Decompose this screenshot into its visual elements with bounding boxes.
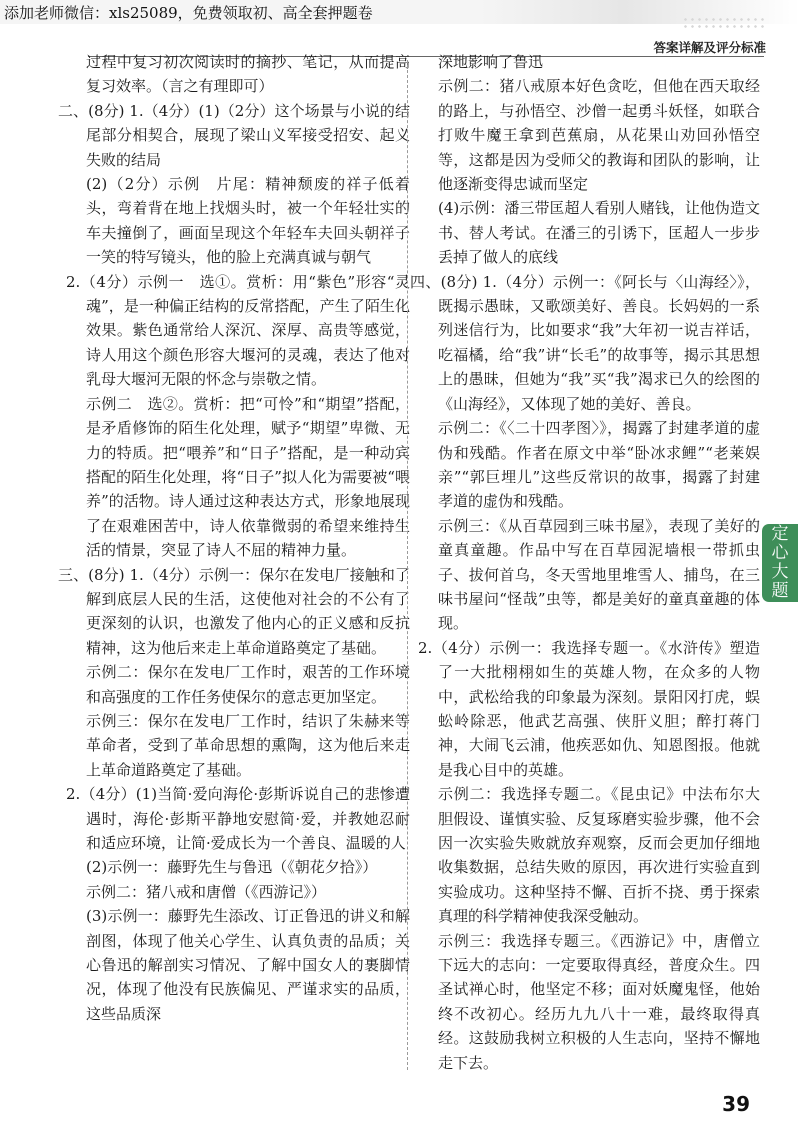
answer-paragraph: (2)示例一：藤野先生与鲁迅（《朝花夕拾》） [86, 858, 378, 877]
answer-paragraph: 示例二：保尔在发电厂工作时，艰苦的工作环境和高强度的工作任务使保尔的意志更加坚定。 [86, 663, 410, 706]
answer-paragraph: 三、(8分) 1.（4分）示例一：保尔在发电厂接触和了解到底层人民的生活，这使他对社会的不公有了更深刻的认识，也激发了他内心的正义感和反抗精神，这为他后来走上革命道路奠定了基础。 [58, 565, 410, 657]
header-title: 答案详解及评分标准 [653, 40, 766, 55]
answer-paragraph: 示例二：猪八戒和唐僧（《西游记》） [86, 882, 327, 901]
answer-paragraph: 过程中复习初次阅读时的摘抄、笔记，从而提高复习效率。（言之有理即可） [86, 53, 410, 96]
answer-paragraph: (4)示例：潘三带匡超人看别人赌钱，让他伪造文书、替人考试。在潘三的引诱下，匡超人一步步丢掉了做人的底线 [438, 199, 760, 267]
answer-paragraph: (2)（2分）示例 片尾：精神颓废的祥子低着头，弯着背在地上找烟头时，被一个年轻壮实的车夫撞倒了，画面呈现这个年轻车夫回头朝祥子一笑的特写镜头，他的脸上充满真诚与朝气 [86, 175, 410, 267]
answer-paragraph: 示例二：我选择专题二。《昆虫记》中法布尔大胆假设、谨慎实验、反复琢磨实验步骤，他不会因一次实验失败就放弃观察，反而会更加仔细地收集数据，总结失败的原因，再次进行实验直到实验成功。这种坚持不懈、百折不挠、勇于探索真理的科学精神使我深受触动。 [438, 785, 760, 926]
answer-paragraph: 示例二 选②。赏析：把“可怜”和“期望”搭配，是矛盾修饰的陌生化处理，赋予“期望”卑微、无力的特质。把“喂养”和“日子”搭配，是一种动宾搭配的陌生化处理，将“日子”拟人化为需要被“喂养”的活物。诗人通过这种表达方式，形象地展现了在艰难困苦中，诗人依靠微弱的希望来维持生活的情景，突显了诗人不屈的精神力量。 [86, 394, 410, 560]
answer-paragraph: (3)示例一：藤野先生添改、订正鲁迅的讲义和解剖图，体现了他关心学生、认真负责的品质；关心鲁迅的解剖实习情况、了解中国女人的裹脚情况，体现了他没有民族偏见、严谨求实的品质，这些品质深 [86, 907, 410, 1023]
side-tab-label: 定心大题 [771, 524, 789, 601]
page-number: 39 [722, 1092, 750, 1116]
answer-paragraph: 示例三：《从百草园到三味书屋》，表现了美好的童真童趣。作品中写在百草园泥墙根一带抓虫子、拔何首乌，冬天雪地里堆雪人、捕鸟，在三味书屋问“怪哉”虫等，都是美好的童真童趣的体现。 [438, 516, 760, 633]
answer-paragraph: 二、(8分) 1.（4分）(1)（2分）这个场景与小说的结尾部分相契合，展现了梁山义军接受招安、起义失败的结局 [58, 101, 410, 169]
watermark-text: 添加老师微信：xls25089，免费领取初、高全套押题卷 [4, 4, 373, 22]
header-dot-pattern [682, 16, 764, 32]
answer-paragraph: 2.（4分）示例一：我选择专题一。《水浒传》塑造了一大批栩栩如生的英雄人物，在众多的人物中，武松给我的印象最为深刻。景阳冈打虎，蜈蚣岭除恶，他武艺高强、侠肝义胆；醉打蒋门神，大闹飞云浦，他疾恶如仇、知恩图报。他就是我心目中的英雄。 [418, 638, 760, 779]
column-divider [407, 60, 408, 1070]
answer-paragraph: 示例三：我选择专题三。《西游记》中，唐僧立下远大的志向：一定要取得真经，普度众生。四圣试禅心时，他坚定不移；面对妖魔鬼怪，他始终不改初心。经历九九八十一难，最终取得真经。这鼓励我树立积极的人生志向，坚持不懈地走下去。 [438, 931, 760, 1072]
side-tab [762, 524, 798, 602]
answer-paragraph: 示例二：猪八戒原本好色贪吃，但他在西天取经的路上，与孙悟空、沙僧一起勇斗妖怪，如联合打败牛魔王拿到芭蕉扇，从花果山劝回孙悟空等，这都是因为受师父的教诲和团队的影响，让他逐渐变得忠诚而坚定 [438, 77, 760, 194]
answer-paragraph: 2.（4分）(1)当简·爱向海伦·彭斯诉说自己的悲惨遭遇时，海伦·彭斯平静地安慰简·爱，并教她忍耐和适应环境，让简·爱成长为一个善良、温暖的人 [66, 785, 410, 852]
answer-paragraph: 四、(8分) 1.（4分）示例一：《阿长与〈山海经〉》，既揭示愚昧，又歌颂美好、善良。长妈妈的一系列迷信行为，比如要求“我”大年初一说吉祥话，吃福橘，给“我”讲“长毛”的故事等，揭示其思想上的愚昧，但她为“我”买“我”渴求已久的绘图的《山海经》，又体现了她的美好、善良。 [410, 272, 760, 413]
answer-paragraph: 示例三：保尔在发电厂工作时，结识了朱赫来等革命者，受到了革命思想的熏陶，这为他后来走上革命道路奠定了基础。 [86, 711, 410, 779]
left-column [58, 50, 410, 1026]
right-column [410, 50, 760, 1075]
answer-paragraph: 示例二：《〈二十四孝图〉》，揭露了封建孝道的虚伪和残酷。作者在原文中举“卧冰求鲤”“老莱娱亲”“郭巨埋儿”这些反常识的故事，揭露了封建孝道的虚伪和残酷。 [438, 419, 760, 511]
answer-paragraph: 深地影响了鲁迅 [438, 53, 544, 71]
answer-paragraph: 2.（4分）示例一 选①。赏析：用“紫色”形容“灵魂”，是一种偏正结构的反常搭配，产生了陌生化效果。紫色通常给人深沉、深厚、高贵等感觉，诗人用这个颜色形容大堰河的灵魂，表达了他对乳母大堰河无限的怀念与崇敬之情。 [66, 272, 410, 389]
